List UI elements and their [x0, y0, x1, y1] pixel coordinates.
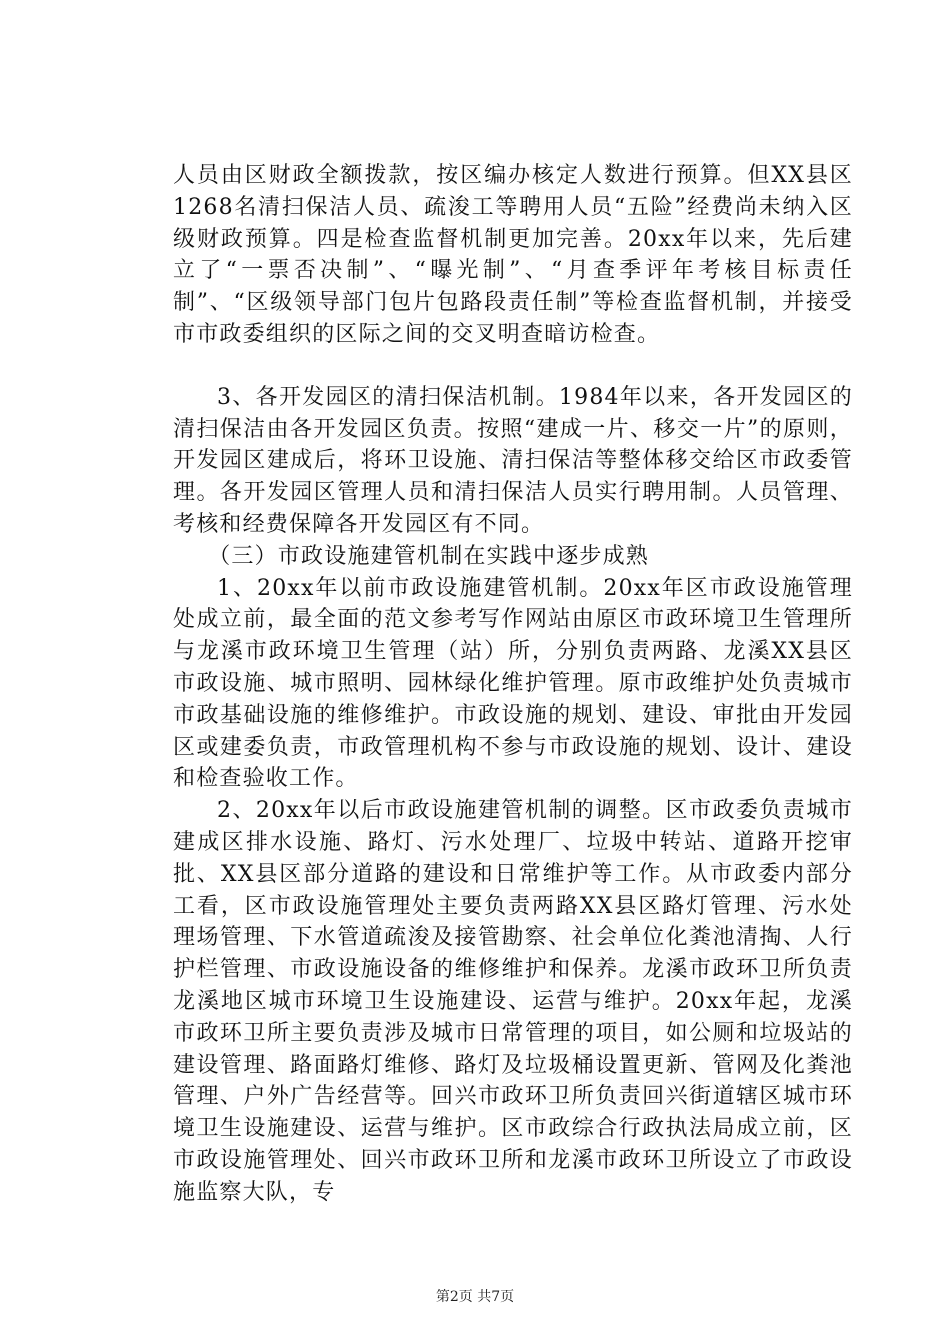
document-body — [173, 160, 853, 1209]
paragraph-section-3: 3、各开发园区的清扫保洁机制。1984年以来，各开发园区的清扫保洁由各开发园区负责。按照“建成一片、移交一片”的原则，开发园区建成后，将环卫设施、清扫保洁等整体移交给区市政委管理。各开发园区管理人员和清扫保洁人员实行聘用制。人员管理、考核和经费保障各开发园区有不同。 — [173, 384, 853, 537]
paragraph-continuation: 人员由区财政全额拨款，按区编办核定人数进行预算。但XX县区1268名清扫保洁人员、疏浚工等聘用人员“五险”经费尚未纳入区级财政预算。四是检查监督机制更加完善。20xx年以来，先后建立了“一票否决制”、“曝光制”、“月查季评年考核目标责任制”、“区级领导部门包片包路段责任制”等检查监督机制，并接受市市政委组织的区际之间的交叉明查暗访检查。 — [173, 163, 853, 347]
section-heading: （三）市政设施建管机制在实践中逐步成熟 — [208, 543, 649, 569]
page-footer: 第2页 共7页 — [435, 1289, 515, 1305]
paragraph-item-1: 1、20xx年以前市政设施建管机制。20xx年区市政设施管理处成立前，最全面的范文参考写作网站由原区市政环境卫生管理所与龙溪市政环境卫生管理（站）所，分别负责两路、龙溪XX县区市政设施、城市照明、园林绿化维护管理。原市政维护处负责城市市政基础设施的维修维护。市政设施的规划、建设、审批由开发园区或建委负责，市政管理机构不参与市政设施的规划、设计、建设和检查验收工作。 — [173, 575, 853, 792]
paragraph-item-2: 2、20xx年以后市政设施建管机制的调整。区市政委负责城市建成区排水设施、路灯、污水处理厂、垃圾中转站、道路开挖审批、XX县区部分道路的建设和日常维护等工作。从市政委内部分工看，区市政设施管理处主要负责两路XX县区路灯管理、污水处理场管理、下水管道疏浚及接管勘察、社会单位化粪池清掏、人行护栏管理、市政设施设备的维修维护和保养。龙溪市政环卫所负责龙溪地区城市环境卫生设施建设、运营与维护。20xx年起，龙溪市政环卫所主要负责涉及城市日常管理的项目，如公厕和垃圾站的建设管理、路面路灯维修、路灯及垃圾桶设置更新、管网及化粪池管理、户外广告经营等。回兴市政环卫所负责回兴街道辖区城市环境卫生设施建设、运营与维护。区市政综合行政执法局成立前，区市政设施管理处、回兴市政环卫所和龙溪市政环卫所设立了市政设施监察大队，专 — [173, 798, 853, 1205]
